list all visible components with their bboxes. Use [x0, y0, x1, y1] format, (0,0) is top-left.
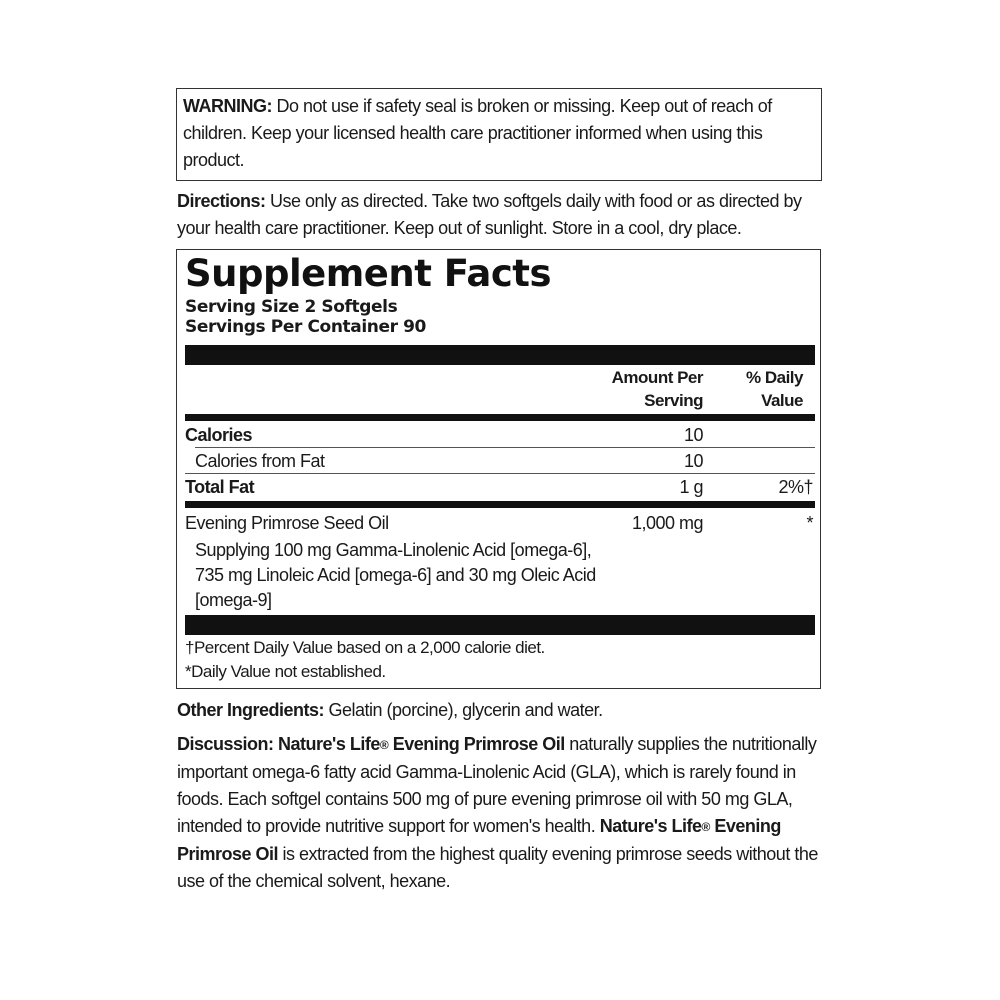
- row-divider: [195, 447, 815, 448]
- dv-header-line1: % Daily: [746, 368, 803, 387]
- amount-header-line2: Serving: [644, 391, 703, 410]
- warning-box: [176, 88, 822, 181]
- row-divider: [185, 473, 815, 474]
- discussion: [177, 731, 832, 895]
- nutrient-amount: 10: [683, 425, 703, 445]
- dv-header-line2: Value: [761, 391, 803, 410]
- nutrient-label: Calories from Fat: [195, 451, 325, 471]
- amount-per-serving-header: [597, 366, 703, 412]
- discussion-label: Discussion:: [177, 734, 274, 754]
- supplying-note: Supplying 100 mg Gamma-Linolenic Acid [omega-6], 735 mg Linoleic Acid [omega-6] and 30 mg Oleic Acid [omega-9]: [195, 540, 596, 610]
- daily-value-header: [725, 366, 803, 412]
- warning-text: Do not use if safety seal is broken or missing. Keep out of reach of children. Keep your licensed health care practitioner informed when using this product.: [183, 96, 772, 170]
- supplement-facts-title: Supplement Facts: [185, 252, 552, 295]
- brand-name: Nature's Life: [278, 734, 380, 754]
- discussion-text-1: naturally supplies the nutritionally important omega-6 fatty acid Gamma-Linolenic Acid (GLA), which is rarely found in foods. Each softgel contains 500 mg of pure evening primrose oil with 50 mg GLA, intended to provide nutritive support for women's health.: [177, 734, 817, 836]
- medium-divider: [185, 414, 815, 421]
- thick-divider-top: [185, 345, 815, 365]
- supplement-facts-panel: [176, 249, 821, 689]
- footnote-daily-value: †Percent Daily Value based on a 2,000 calorie diet.: [185, 638, 545, 657]
- amount-header-line1: Amount Per: [611, 368, 703, 387]
- nutrient-amount: 1 g: [679, 477, 703, 497]
- nutrient-amount: 10: [683, 451, 703, 471]
- other-ingredients: [177, 697, 603, 723]
- brand-name: Nature's Life: [599, 816, 702, 836]
- other-ingredients-label: Other Ingredients:: [177, 700, 325, 720]
- serving-info: [185, 297, 426, 337]
- nutrient-label: Calories: [185, 425, 253, 445]
- product-name: Evening Primrose Oil: [177, 816, 781, 864]
- directions: [177, 188, 827, 242]
- directions-label: Directions:: [177, 191, 266, 211]
- other-ingredients-text: Gelatin (porcine), glycerin and water.: [324, 700, 603, 720]
- registered-mark: ®: [379, 738, 389, 752]
- serving-size: Serving Size 2 Softgels: [185, 297, 398, 317]
- registered-mark: ®: [701, 820, 710, 834]
- product-name: Evening Primrose Oil: [392, 734, 565, 754]
- footnote-not-established: *Daily Value not established.: [185, 662, 386, 681]
- servings-per-container: Servings Per Container 90: [185, 317, 426, 337]
- nutrient-label: Total Fat: [185, 477, 255, 497]
- discussion-text-2: is extracted from the highest quality evening primrose seeds without the use of the chemical solvent, hexane.: [177, 844, 818, 891]
- medium-divider: [185, 501, 815, 508]
- nutrient-daily-value: 2%†: [778, 477, 813, 497]
- nutrient-daily-value: *: [806, 513, 813, 533]
- warning-label: WARNING:: [183, 96, 272, 116]
- nutrient-amount: 1,000 mg: [631, 513, 703, 533]
- thick-divider-bottom: [185, 615, 815, 635]
- nutrient-label: Evening Primrose Seed Oil: [185, 513, 389, 533]
- directions-text: Use only as directed. Take two softgels daily with food or as directed by your health care practitioner. Keep out of sunlight. Store in a cool, dry place.: [177, 191, 802, 238]
